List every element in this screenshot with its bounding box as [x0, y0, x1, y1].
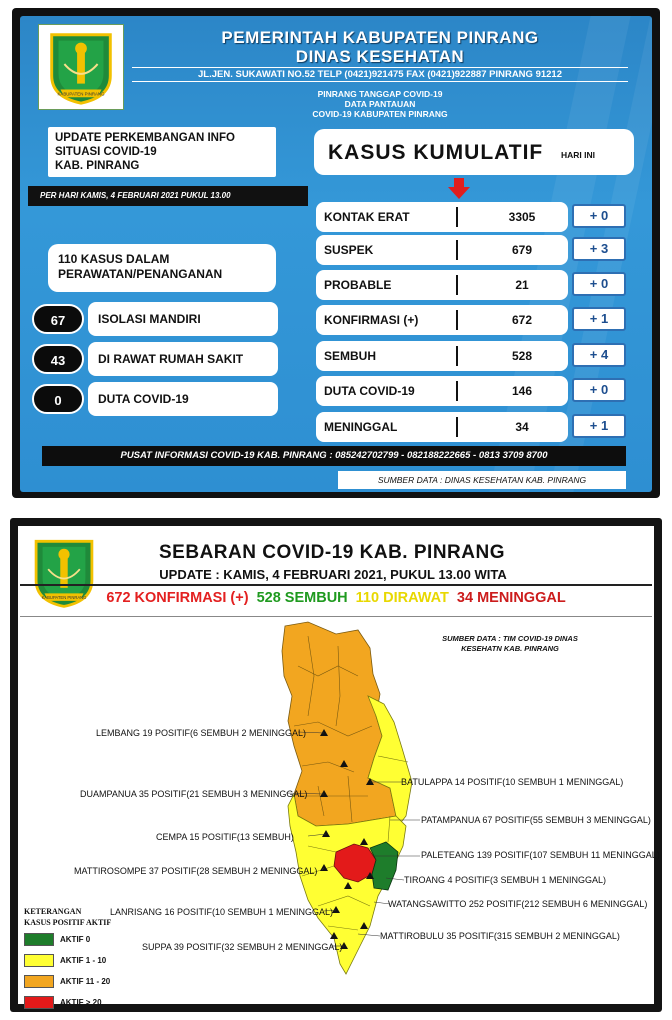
- legend-item: [24, 973, 144, 991]
- stat-box: [316, 235, 568, 265]
- update-line: SITUASI COVID-19: [55, 146, 157, 158]
- stat-label: KONFIRMASI (+): [324, 313, 419, 327]
- header-title: PEMERINTAH KABUPATEN PINRANG: [221, 28, 539, 47]
- care-count: 43: [32, 344, 84, 374]
- legend-label: AKTIF > 20: [60, 998, 102, 1007]
- arrow-down-icon: [448, 178, 470, 200]
- stat-divider: [456, 381, 458, 401]
- stat-label: SEMBUH: [324, 349, 377, 363]
- stat-value: 679: [511, 243, 533, 257]
- covid-info-panel: [12, 8, 660, 498]
- legend-title: [24, 906, 144, 928]
- legend-title-line: KETERANGAN: [24, 907, 82, 916]
- perawatan-line: PERAWATAN/PENANGANAN: [58, 267, 223, 281]
- header-tagline: PINRANG TANGGAP COVID-19: [317, 89, 443, 99]
- label-paleteang: PALETEANG 139 POSITIF(107 SEMBUH 11 MENINGGAL): [421, 850, 660, 860]
- stat-row-suspek: [316, 235, 626, 265]
- care-row: [32, 382, 278, 416]
- covid-info-background: [20, 16, 652, 492]
- summary-konfirmasi: 672 KONFIRMASI (+): [106, 590, 249, 606]
- stat-increment: + 4: [572, 343, 626, 367]
- header-tagline-3: COVID-19 KABUPATEN PINRANG: [312, 109, 448, 119]
- care-row: [32, 342, 278, 376]
- label-lembang: LEMBANG 19 POSITIF(6 SEMBUH 2 MENINGGAL): [96, 728, 307, 738]
- legend-item: [24, 994, 144, 1012]
- contact-info-bar: PUSAT INFORMASI COVID-19 KAB. PINRANG : 085242702799 - 082188222665 - 0813 3709 8700: [42, 446, 626, 466]
- stat-divider: [456, 346, 458, 366]
- header-subtitle: DINAS KESEHATAN: [295, 47, 465, 66]
- map-source-line: SUMBER DATA : TIM COVID-19 DINAS: [442, 634, 578, 643]
- stat-divider: [456, 207, 458, 227]
- stat-increment: + 3: [572, 237, 626, 261]
- stat-label: MENINGGAL: [324, 420, 398, 434]
- stat-increment: + 0: [572, 204, 626, 228]
- stat-increment: + 1: [572, 307, 626, 331]
- stat-box: [316, 412, 568, 442]
- legend-label: AKTIF 0: [60, 935, 91, 944]
- summary-dirawat: 110 DIRAWAT: [355, 590, 449, 606]
- label-mattirosompe: MATTIROSOMPE 37 POSITIF(28 SEMBUH 2 MENINGGAL): [74, 866, 318, 876]
- pinrang-logo: [38, 24, 124, 110]
- stat-increment: + 0: [572, 378, 626, 402]
- label-watangsawitto: WATANGSAWITTO 252 POSITIF(212 SEMBUH 6 MENINGGAL): [388, 899, 648, 909]
- data-source: SUMBER DATA : DINAS KESEHATAN KAB. PINRANG: [338, 471, 626, 489]
- legend-swatch: [24, 975, 54, 988]
- legend-label: AKTIF 11 - 20: [60, 977, 111, 986]
- stat-row-meninggal: [316, 412, 626, 442]
- stat-value: 21: [515, 278, 529, 292]
- legend-title-line: KASUS POSITIF AKTIF: [24, 918, 112, 927]
- stat-label: SUSPEK: [324, 243, 374, 257]
- label-lanrisang: LANRISANG 16 POSITIF(10 SEMBUH 1 MENINGGAL): [110, 907, 334, 917]
- map-title: SEBARAN COVID-19 KAB. PINRANG: [159, 542, 505, 563]
- map-update-date: UPDATE : KAMIS, 4 FEBRUARI 2021, PUKUL 13.00 WITA: [159, 567, 507, 582]
- care-label: DI RAWAT RUMAH SAKIT: [88, 342, 278, 376]
- label-tiroang: TIROANG 4 POSITIF(3 SEMBUH 1 MENINGGAL): [404, 875, 607, 885]
- map-region-green: [370, 842, 398, 890]
- map-legend: [24, 906, 144, 1012]
- care-count: 67: [32, 304, 84, 334]
- label-suppa: SUPPA 39 POSITIF(32 SEMBUH 2 MENINGGAL): [142, 942, 343, 952]
- legend-swatch: [24, 933, 54, 946]
- stat-divider: [456, 417, 458, 437]
- legend-item: [24, 931, 144, 949]
- legend-swatch: [24, 954, 54, 967]
- kasus-title: KASUS KUMULATIF: [328, 141, 544, 164]
- stat-divider: [456, 240, 458, 260]
- kasus-subtitle: HARI INI: [561, 150, 595, 160]
- care-label: DUTA COVID-19: [88, 382, 278, 416]
- stat-label: KONTAK ERAT: [324, 210, 410, 224]
- summary-sembuh: 528 SEMBUH: [256, 590, 348, 606]
- stat-label: PROBABLE: [324, 278, 392, 292]
- update-line: UPDATE PERKEMBANGAN INFO: [55, 132, 235, 144]
- perawatan-line: 110 KASUS DALAM: [58, 252, 170, 266]
- stat-box: [316, 341, 568, 371]
- label-mattirobulu: MATTIROBULU 35 POSITIF(315 SEMBUH 2 MENINGGAL): [380, 931, 620, 941]
- stat-row-sembuh: [316, 341, 626, 371]
- update-info-box: [48, 127, 276, 177]
- stat-value: 528: [511, 349, 533, 363]
- stat-increment: + 0: [572, 272, 626, 296]
- header-tagline-2: DATA PANTAUAN: [344, 99, 416, 109]
- stat-value: 146: [511, 384, 533, 398]
- stat-row-konfirmasi: [316, 305, 626, 335]
- sebaran-map-content: [18, 526, 660, 1007]
- stat-value: 672: [511, 313, 533, 327]
- stat-box: [316, 202, 568, 232]
- stat-row-duta-covid: [316, 376, 626, 406]
- update-line: KAB. PINRANG: [55, 160, 140, 172]
- stat-row-kontak-erat: [316, 202, 626, 232]
- stat-row-probable: [316, 270, 626, 300]
- legend-label: AKTIF 1 - 10: [60, 956, 107, 965]
- stat-box: [316, 270, 568, 300]
- stat-box: [316, 376, 568, 406]
- legend-item: [24, 952, 144, 970]
- sebaran-map-panel: [10, 518, 662, 1012]
- label-batulappa: BATULAPPA 14 POSITIF(10 SEMBUH 1 MENINGGAL): [401, 777, 624, 787]
- map-source-line: KESEHATN KAB. PINRANG: [461, 644, 559, 653]
- stat-value: 3305: [508, 210, 536, 224]
- legend-swatch: [24, 996, 54, 1009]
- care-label: ISOLASI MANDIRI: [88, 302, 278, 336]
- stat-box: [316, 305, 568, 335]
- stat-increment: + 1: [572, 414, 626, 438]
- header-address: JL.JEN. SUKAWATI NO.52 TELP (0421)921475 FAX (0421)922887 PINRANG 91212: [132, 67, 628, 82]
- label-patampanua: PATAMPANUA 67 POSITIF(55 SEMBUH 3 MENINGGAL): [421, 815, 651, 825]
- summary-meninggal: 34 MENINGGAL: [456, 590, 566, 606]
- label-duampanua: DUAMPANUA 35 POSITIF(21 SEMBUH 3 MENINGGAL): [80, 789, 308, 799]
- stat-divider: [456, 275, 458, 295]
- svg-text:KABUPATEN PINRANG: KABUPATEN PINRANG: [57, 91, 105, 97]
- perawatan-box: [48, 244, 276, 292]
- date-bar: PER HARI KAMIS, 4 FEBRUARI 2021 PUKUL 13.00: [28, 186, 308, 206]
- care-count: 0: [32, 384, 84, 414]
- label-cempa: CEMPA 15 POSITIF(13 SEMBUH): [156, 832, 294, 842]
- stat-value: 34: [515, 420, 529, 434]
- kasus-kumulatif-header: [314, 129, 634, 175]
- stat-divider: [456, 310, 458, 330]
- care-row: [32, 302, 278, 336]
- stat-label: DUTA COVID-19: [324, 384, 415, 398]
- svg-text:KABUPATEN PINRANG: KABUPATEN PINRANG: [41, 594, 87, 600]
